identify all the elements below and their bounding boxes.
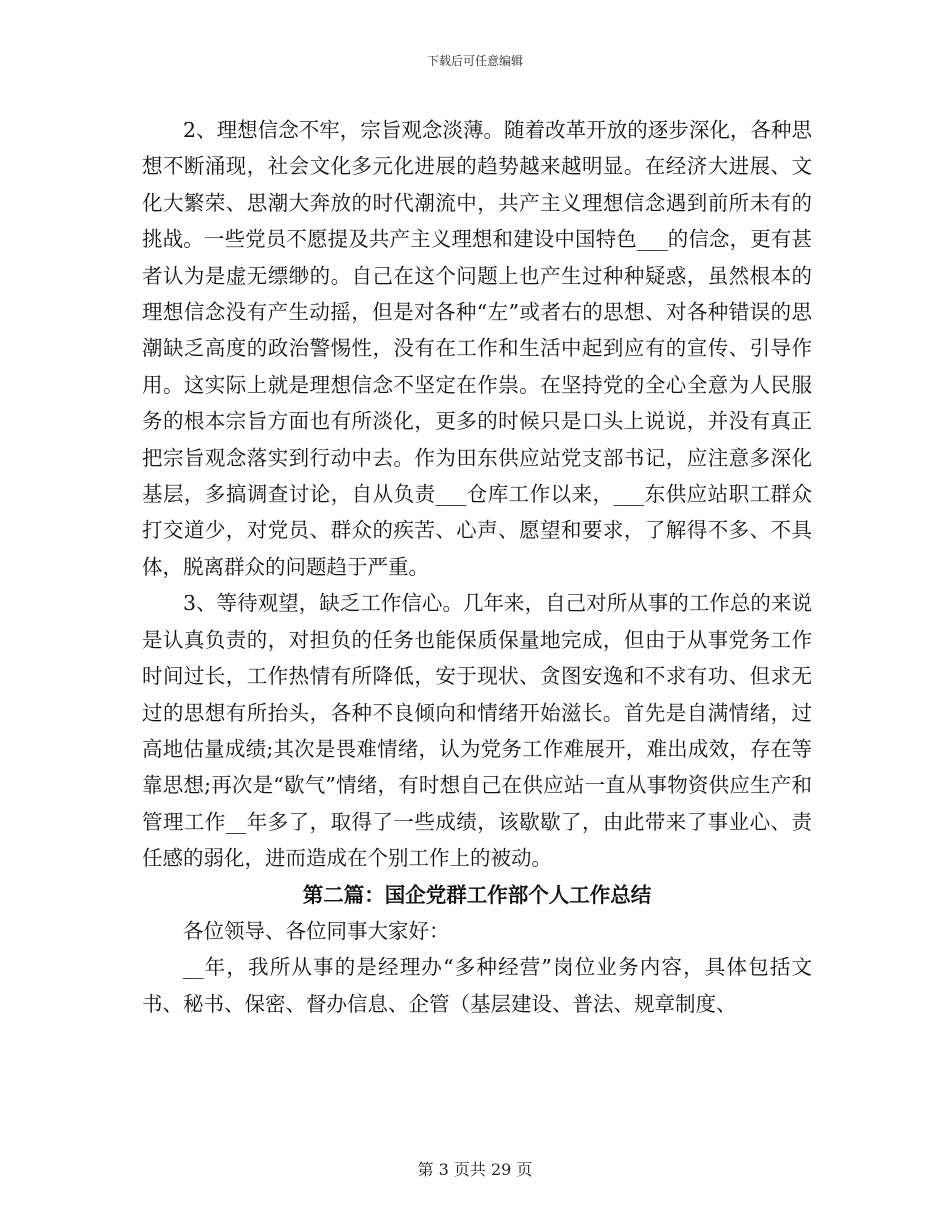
paragraph-greeting: 各位领导、各位同事大家好：: [183, 918, 450, 943]
paragraph-work-scope: __年，我所从事的是经理办“多种经营”岗位业务内容，具体包括文书、秘书、保密、督办信息、企管（基层建设、普法、规章制度、: [142, 955, 812, 1016]
document-body: [142, 112, 812, 1022]
paragraph-ideals-belief: 2、理想信念不牢，宗旨观念淡薄。随着改革开放的逐步深化，各种思想不断涌现，社会文化多元化进展的趋势越来越明显。在经济大进展、文化大繁荣、思潮大奔放的时代潮流中，共产主义理想信念遇到前所未有的挑战。一些党员不愿提及共产主义理想和建设中国特色___的信念，更有甚者认为是虚无缥缈的。自己在这个问题上也产生过种种疑惑，虽然根本的理想信念没有产生动摇，但是对各种“左”或者右的思想、对各种错误的思潮缺乏高度的政治警惕性，没有在工作和生活中起到应有的宣传、引导作用。这实际上就是理想信念不坚定在作祟。在坚持党的全心全意为人民服务的根本宗旨方面也有所淡化，更多的时候只是口头上说说，并没有真正把宗旨观念落实到行动中去。作为田东供应站党支部书记，应注意多深化基层，多搞调查讨论，自从负责___仓库工作以来，___东供应站职工群众打交道少，对党员、群众的疾苦、心声、愿望和要求，了解得不多、不具体，脱离群众的问题趋于严重。: [142, 118, 812, 579]
paragraph-wait-and-see: 3、等待观望，缺乏工作信心。几年来，自己对所从事的工作总的来说是认真负责的，对担负的任务也能保质保量地完成，但由于从事党务工作时间过长，工作热情有所降低，安于现状、贪图安逸和不求有功、但求无过的思想有所抬头，各种不良倾向和情绪开始滋长。首先是自满情绪，过高地估量成绩;其次是畏难情绪，认为党务工作难展开，难出成效，存在等靠思想;再次是“歇气”情绪，有时想自己在供应站一直从事物资供应生产和管理工作__年多了，取得了一些成绩，该歇歇了，由此带来了事业心、责任感的弱化，进而造成在个别工作上的被动。: [142, 591, 812, 871]
section-title: 第二篇：国企党群工作部个人工作总结: [302, 882, 652, 907]
page-header: 下载后可任意编辑: [426, 54, 523, 68]
page-number: 第 3 页共 29 页: [417, 1160, 533, 1179]
